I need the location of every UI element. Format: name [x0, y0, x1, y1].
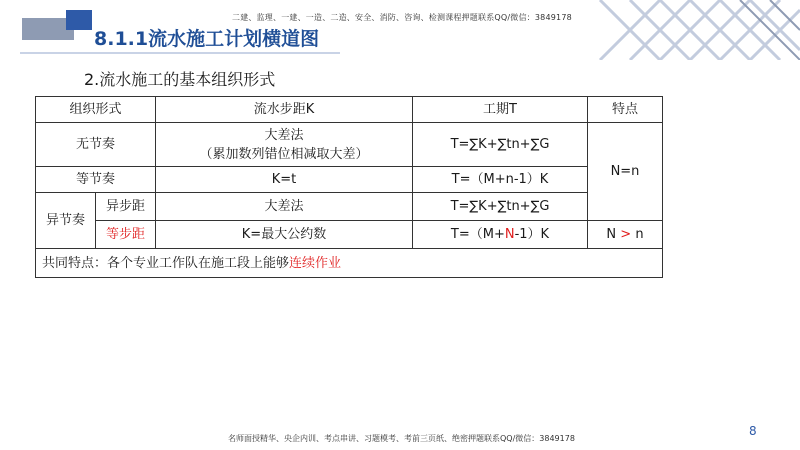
cell-step-unequal-step: 大差法: [156, 193, 413, 221]
cell-step-equal-step: K=最大公约数: [156, 221, 413, 249]
cell-subform-unequal-step: 异步距: [96, 193, 156, 221]
duration-formula-start: T=（M+: [450, 227, 505, 242]
header-watermark: 二建、监理、一建、一造、二造、安全、消防、咨询、检测课程押题联系QQ/微信：3849178: [232, 13, 572, 22]
cell-duration-unequal-step: T=∑K+∑tn+∑G: [413, 193, 588, 221]
page-number: 8: [749, 424, 757, 438]
cell-step-no-rhythm: [156, 123, 413, 167]
feature-2-right: n: [635, 227, 644, 242]
header-duration: 工期T: [413, 97, 588, 123]
cell-duration-equal-step: [413, 221, 588, 249]
table-row-equal-rhythm: [36, 167, 663, 193]
header-form: 组织形式: [36, 97, 156, 123]
section-heading: 2.流水施工的基本组织形式: [84, 70, 276, 89]
step-method-label: 大差法: [264, 127, 304, 143]
cell-step-equal-rhythm: K=t: [156, 167, 413, 193]
table-row-unequal-step: [36, 193, 663, 221]
cell-duration-equal-rhythm: T=（M+n-1）K: [413, 167, 588, 193]
note-prefix: 共同特点：各个专业工作队在施工段上能够: [42, 255, 290, 271]
footer-watermark: 名师面授精华、央企内训、考点串讲、习题模考、考前三页纸、绝密押题联系QQ/微信：3849178: [228, 434, 575, 443]
cell-feature-2: [588, 221, 663, 249]
table-row-footer-note: [36, 249, 663, 278]
header-step: 流水步距K: [156, 97, 413, 123]
cell-footer-note: [36, 249, 663, 278]
cell-form-equal-rhythm: 等节奏: [36, 167, 156, 193]
title-underline: [20, 52, 340, 54]
organization-forms-table: [35, 96, 663, 278]
cell-form-unequal-rhythm: 异节奏: [36, 193, 96, 249]
slide-title: 8.1.1流水施工计划横道图: [94, 28, 320, 50]
note-highlight: 连续作业: [289, 255, 342, 271]
cell-form-no-rhythm: 无节奏: [36, 123, 156, 167]
header-feature: 特点: [588, 97, 663, 123]
decor-lattice-graphic: [590, 0, 800, 60]
cell-subform-equal-step: 等步距: [96, 221, 156, 249]
feature-2-left: N: [606, 227, 617, 242]
feature-2-operator: >: [620, 227, 632, 242]
cell-duration-no-rhythm: T=∑K+∑tn+∑G: [413, 123, 588, 167]
table-row-no-rhythm: [36, 123, 663, 167]
duration-formula-n: N: [504, 227, 515, 242]
step-method-note: （累加数列错位相减取大差）: [199, 146, 369, 162]
decor-blue-block: [66, 10, 92, 30]
table-header-row: [36, 97, 663, 123]
duration-formula-end: -1）K: [514, 227, 550, 242]
cell-feature-1: N=n: [588, 123, 663, 221]
table-row-equal-step: [36, 221, 663, 249]
